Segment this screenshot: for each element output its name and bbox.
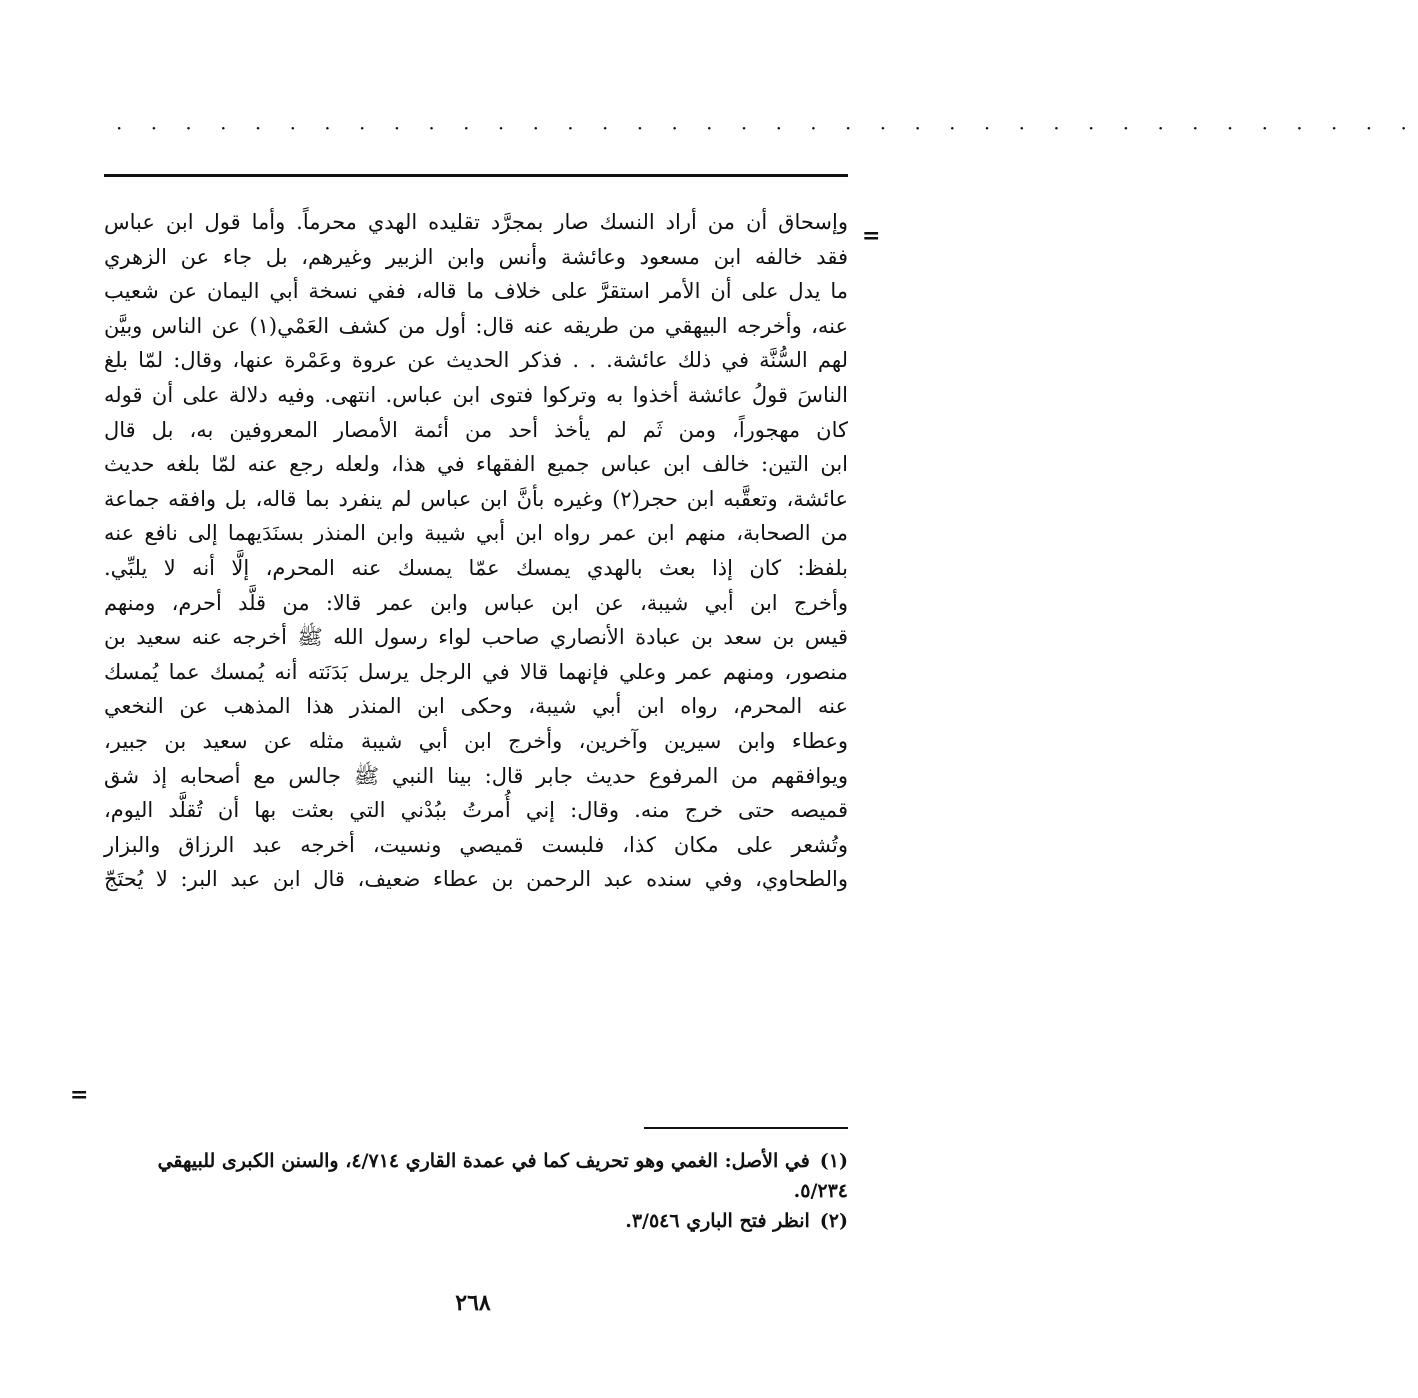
continuation-start-marker: = — [862, 223, 881, 249]
text-line: ابن التين: خالف ابن عباس جميع الفقهاء في هذا، ولعله رجع عنه لمّا بلغه حديث — [104, 452, 848, 477]
text-line: بلفظ: كان إذا بعث بالهدي يمسك عمّا يمسك عنه المحرم، إلَّا أنه لا يلبِّي. — [104, 555, 848, 580]
text-line: ويوافقهم من المرفوع حديث جابر قال: بينا النبي ﷺ جالس مع أصحابه إذ شق — [104, 763, 848, 788]
text-line: قيس بن سعد بن عبادة الأنصاري صاحب لواء رسول الله ﷺ أخرجه عنه سعيد بن — [104, 625, 848, 650]
footnote-2 — [104, 1206, 848, 1236]
text-line: وأخرج ابن أبي شيبة، عن ابن عباس وابن عمر قالا: من قلَّد أحرم، ومنهم — [104, 590, 848, 615]
text-line: منصور، ومنهم عمر وعلي فإنهما قالا في الرجل يرسل بَدَنَته أنه يُمسك عما يُمسك — [104, 659, 848, 684]
text-line: والطحاوي، وفي سنده عبد الرحمن بن عطاء ضعيف، قال ابن عبد البر: لا يُحتَجّ — [104, 867, 848, 892]
footnote-number: (١) — [819, 1150, 848, 1172]
text-line: كان مهجوراً، ومن ثَم لم يأخذ أحد من أئمة الأمصار المعروفين به، بل قال — [104, 417, 848, 442]
text-line: من الصحابة، منهم ابن عمر رواه ابن أبي شيبة وابن المنذر بسنَدَيهما إلى نافع عنه — [104, 521, 848, 546]
footnote-text: في الأصل: الغمي وهو تحريف كما في عمدة القاري ٤/٧١٤، والسنن الكبرى للبيهقي ٥/٢٣٤. — [157, 1150, 848, 1202]
text-line: فقد خالفه ابن مسعود وعائشة وأنس وابن الزبير وغيرهم، بل جاء عن الزهري — [104, 244, 848, 269]
main-text — [104, 205, 848, 1105]
footnote-number: (٢) — [819, 1210, 848, 1232]
text-line: الناسَ قولُ عائشة أخذوا به وتركوا فتوى ابن عباس. انتهى. وفيه دلالة على أن قوله — [104, 382, 848, 407]
text-line: لهم السُّنَّة في ذلك عائشة. . . فذكر الحديث عن عروة وعَمْرة عنها، وقال: لمّا بلغ — [104, 348, 848, 373]
footnote-1 — [104, 1146, 848, 1206]
continuation-end-marker: = — [70, 1082, 89, 1108]
footnotes — [104, 1146, 848, 1236]
text-line: وإسحاق أن من أراد النسك صار بمجرَّد تقليده الهدي محرماً. وأما قول ابن عباس — [104, 210, 848, 234]
text-line: عنه، وأخرجه البيهقي من طريقه عنه قال: أول من كشف العَمْي(١) عن الناس وبيَّن — [104, 313, 848, 338]
text-line: عائشة، وتعقَّبه ابن حجر(٢) وغيره بأنَّ ابن عباس لم ينفرد بما قاله، بل وافقه جماعة — [104, 486, 849, 511]
text-line: وتُشعر على مكان كذا، فلبست قميصي ونسيت، أخرجه عبد الرزاق والبزار — [104, 832, 848, 857]
footnote-text: انظر فتح الباري ٣/٥٤٦. — [625, 1210, 810, 1232]
footnote-separator — [644, 1127, 848, 1129]
header-dotted-line: · · · · · · · · · · · · · · · · · · · · · · · · · · · · · · · · · · · · · · — [116, 116, 1418, 140]
text-line: قميصه حتى خرج منه. وقال: إني أُمرتُ ببُدْني التي بعثت بها أن تُقلَّد اليوم، — [104, 798, 848, 823]
text-line: عنه المحرم، رواه ابن أبي شيبة، وحكى ابن المنذر هذا المذهب عن النخعي — [104, 694, 848, 719]
page-number: ٢٦٨ — [455, 1290, 491, 1316]
header-rule — [104, 174, 848, 177]
text-line: وعطاء وابن سيرين وآخرين، وأخرج ابن أبي شيبة مثله عن سعيد بن جبير، — [104, 728, 848, 753]
text-line: ما يدل على أن الأمر استقرَّ على خلاف ما قاله، ففي نسخة أبي اليمان عن شعيب — [104, 279, 848, 304]
